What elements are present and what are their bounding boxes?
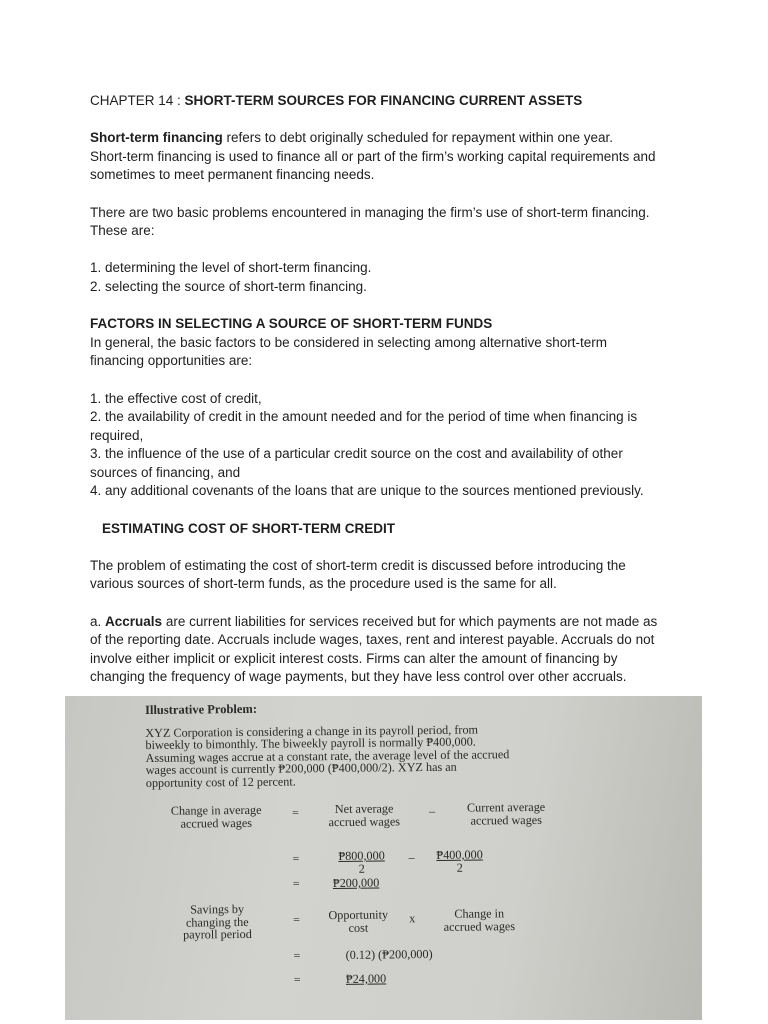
factors-list [90, 390, 690, 502]
step1-fraction-b: ₱400,000 2 [436, 847, 483, 875]
list-item: 1. the effective cost of credit, [90, 390, 262, 406]
eq1-right-label: Current average accrued wages [466, 799, 546, 828]
list-item: 3. the influence of the use of a particular credit source on the cost and availability of other [90, 446, 623, 462]
eq2-right-label: Change in accrued wages [443, 906, 516, 934]
list-item: 1. determining the level of short-term financing. [90, 260, 372, 276]
eq1-minus: – [429, 803, 436, 819]
list-item: 4. any additional covenants of the loans that are unique to the sources mentioned previously. [90, 483, 644, 499]
eq1-equals: = [292, 805, 299, 820]
step3-equals: = [293, 948, 301, 963]
eq1-left-label: Change in average accrued wages [170, 802, 262, 831]
illustrative-problem [144, 699, 616, 987]
step2-equals: = [292, 876, 300, 891]
illustrative-problem-photo [65, 696, 702, 1020]
estimating-heading: ESTIMATING COST OF SHORT-TERM CREDIT [102, 520, 395, 536]
list-item: 2. the availability of credit in the amount needed and for the period of time when financing is [90, 409, 638, 425]
step1-equals: = [292, 851, 300, 866]
step1-fraction-a: ₱800,000 2 [338, 848, 385, 876]
illustrative-text: XYZ Corporation is considering a change in its payroll period, from biweekly to bimonthly. The biweekly payroll is normally ₱400,000. Assuming wages accrue at a constant rate, the average level of the accrued wages account is currently ₱200,000 (₱400,000/2). XYZ has an opportunity cost of 12 percent. [145, 722, 510, 790]
eq2-equals: = [293, 912, 301, 927]
list-item: required, [90, 427, 144, 443]
eq1-mid-label: Net average accrued wages [328, 801, 400, 829]
list-item: sources of financing, and [90, 464, 241, 480]
illustrative-title: Illustrative Problem: [144, 701, 258, 717]
step3-value: (0.12) (₱200,000) [345, 947, 433, 962]
eq2-mid-label: Opportunity cost [328, 907, 389, 935]
document-body [90, 92, 690, 687]
problems-list [90, 259, 690, 296]
accruals-term: Accruals [105, 613, 163, 629]
list-item: 2. selecting the source of short-term financing. [90, 278, 367, 294]
intro-term: Short-term financing [90, 130, 223, 146]
intro-paragraph: Short-term financing refers to debt originally scheduled for repayment within one year. Short-term financing is used to finance all or part of the firm’s working capital requirements and sometimes to meet permanent financing needs. [90, 130, 656, 183]
step4-value: ₱24,000 [345, 971, 387, 986]
eq2-times: x [409, 911, 416, 926]
accruals-paragraph: a. Accruals are current liabilities for services received but for which payments are not made as of the reporting date. Accruals include wages, taxes, rent and interest payable. Accruals do not involve either implicit or explicit interest costs. Firms can alter the amount of financing by changing the frequency of wage payments, but they have less control over other accruals. [90, 613, 658, 685]
step1-minus: – [408, 850, 415, 865]
step4-equals: = [293, 972, 301, 987]
factors-section: FACTORS IN SELECTING A SOURCE OF SHORT-TERM FUNDS In general, the basic factors to be considered in selecting among alternative short-term financing opportunities are: [90, 316, 608, 369]
estimating-paragraph: The problem of estimating the cost of short-term credit is discussed before introducing the various sources of short-term funds, as the procedure used is the same for all. [90, 557, 626, 592]
eq2-left-label: Savings by changing the payroll period [182, 901, 252, 942]
chapter-title: CHAPTER 14 : SHORT-TERM SOURCES FOR FINANCING CURRENT ASSETS [90, 93, 583, 108]
problems-paragraph: There are two basic problems encountered in managing the firm’s use of short-term financing. These are: [90, 204, 650, 239]
step2-value: ₱200,000 [332, 875, 380, 891]
factors-heading: FACTORS IN SELECTING A SOURCE OF SHORT-TERM FUNDS [90, 316, 493, 332]
